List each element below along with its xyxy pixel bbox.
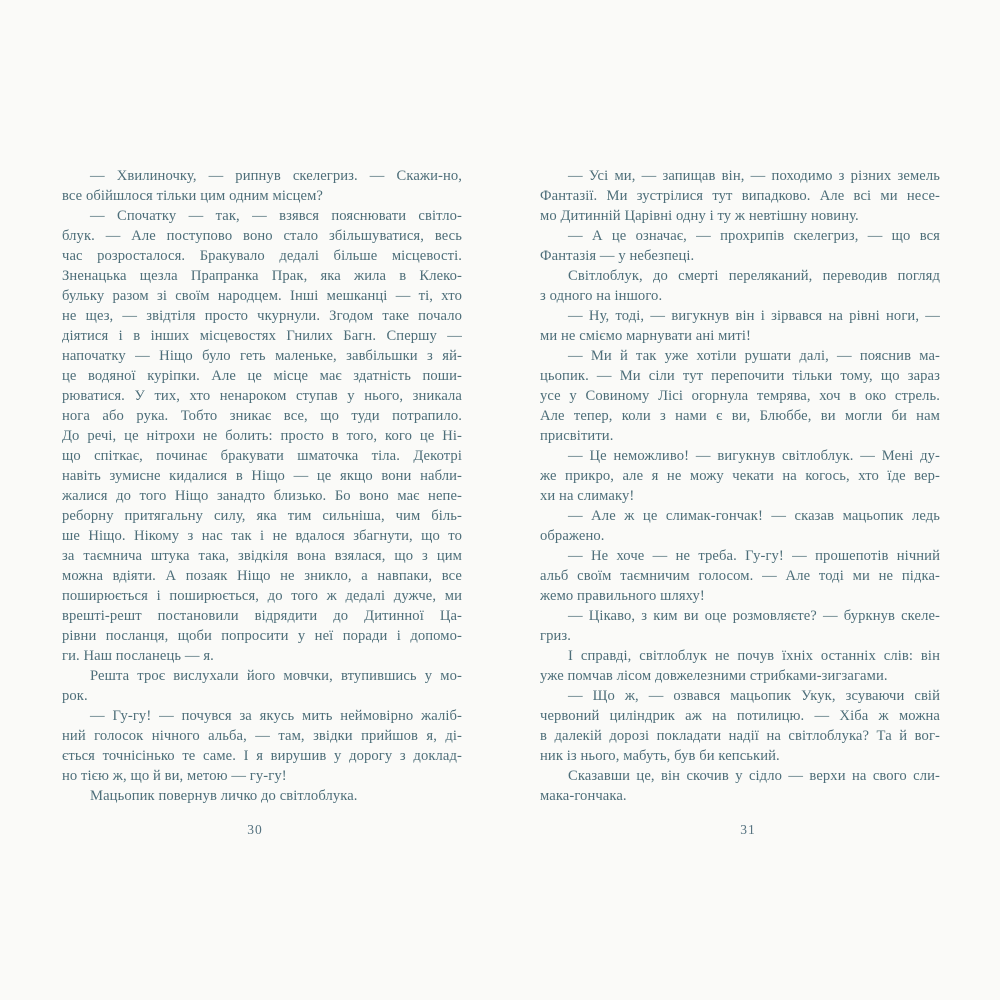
text-line: ний голосок нічного альба, — там, звідки прийшов я, ді- bbox=[62, 728, 462, 744]
text-line: — Що ж, — озвався мацьопик Укук, зсуваючи свій bbox=[568, 688, 940, 704]
text-line: Решта троє вислухали його мовчки, втупившись у мо- bbox=[90, 668, 462, 684]
text-line: же прикро, але я не можу чекати на когось, хто їде вер- bbox=[540, 468, 940, 484]
paragraph bbox=[540, 446, 940, 506]
paragraph bbox=[540, 346, 940, 446]
paragraph bbox=[540, 506, 940, 546]
text-line: хи на слимаку! bbox=[540, 488, 635, 504]
text-line: — Хвилиночку, — рипнув скелегриз. — Скажи-но, bbox=[90, 168, 462, 184]
text-line: — Гу-гу! — почувся за якусь мить неймовірно жаліб- bbox=[90, 708, 462, 724]
text-line: — Але ж це слимак-гончак! — сказав мацьопик ледь bbox=[568, 508, 940, 524]
text-line: присвітити. bbox=[540, 428, 614, 444]
text-line: — Спочатку — так, — взявся пояснювати світло- bbox=[90, 208, 462, 224]
paragraph bbox=[540, 226, 940, 266]
paragraph bbox=[540, 306, 940, 346]
page-number-left: 30 bbox=[247, 822, 263, 837]
text-line: — Ми й так уже хотіли рушати далі, — пояснив ма- bbox=[568, 348, 940, 364]
text-line: но тією ж, що й ви, метою — гу-гу! bbox=[62, 768, 287, 784]
text-line: — Не хоче — не треба. Гу-гу! — прошепотів нічний bbox=[568, 548, 940, 564]
paragraph bbox=[540, 606, 940, 646]
text-line: уже помчав лісом довжелезними стрибками-зигзагами. bbox=[540, 668, 888, 684]
text-line: час розросталося. Бракувало дедалі більше місцевості. bbox=[62, 248, 462, 264]
text-line: рок. bbox=[62, 688, 88, 704]
text-line: поширюється і поширюється, до того ж дедалі дужче, ми bbox=[62, 588, 462, 604]
text-line: гриз. bbox=[540, 628, 572, 644]
text-line: усе у Совиному Лісі огорнула темрява, хоч в око стрель. bbox=[540, 388, 940, 404]
paragraph bbox=[62, 706, 462, 786]
text-line: це водяної куріпки. Але це місце має здатність поши- bbox=[62, 368, 462, 384]
text-line: — Це неможливо! — вигукнув світлоблук. — Мені ду- bbox=[568, 448, 940, 464]
text-line: Зненацька щезла Прапранка Прак, яка жила в Клеко- bbox=[62, 268, 462, 284]
right-page-text bbox=[540, 166, 940, 806]
text-line: рівни посланця, щоби попросити у неї поради і допомо- bbox=[62, 628, 462, 644]
paragraph bbox=[540, 686, 940, 766]
paragraph bbox=[540, 546, 940, 606]
text-line: блук. — Але поступово воно стало збільшуватися, весь bbox=[62, 228, 462, 244]
text-line: все обійшлося тільки цим одним місцем? bbox=[62, 188, 323, 204]
paragraph bbox=[62, 206, 462, 666]
page-number-right: 31 bbox=[740, 822, 756, 837]
text-line: в далекій дорозі покладати надії на світлоблука? Та й вог- bbox=[540, 728, 940, 744]
text-line: що спіткає, починає бракувати шматочка тіла. Декотрі bbox=[62, 448, 462, 464]
paragraph bbox=[62, 666, 462, 706]
paragraph bbox=[540, 646, 940, 686]
text-line: альб своїм таємничим голосом. — Але тоді ми не підка- bbox=[540, 568, 940, 584]
text-line: Мацьопик повернув личко до світлоблука. bbox=[90, 788, 358, 804]
text-line: Сказавши це, він скочив у сідло — верхи на свого сли- bbox=[568, 768, 940, 784]
text-line: жалися до того Ніщо занадто близько. Бо воно має непе- bbox=[62, 488, 462, 504]
text-line: з одного на іншого. bbox=[540, 288, 663, 304]
text-line: врешті-решт постановили відрядити до Дитинної Ца- bbox=[62, 608, 462, 624]
text-line: ги. Наш посланець — я. bbox=[62, 648, 214, 664]
text-line: Фантазія — у небезпеці. bbox=[540, 248, 695, 264]
paragraph bbox=[62, 786, 462, 806]
text-line: — А це означає, — прохрипів скелегриз, — що вся bbox=[568, 228, 940, 244]
text-line: мо Дитинній Царівні одну і ту ж невтішну новину. bbox=[540, 208, 859, 224]
left-page-text bbox=[62, 166, 462, 806]
paragraph bbox=[540, 166, 940, 226]
text-line: — Ну, тоді, — вигукнув він і зірвався на рівні ноги, — bbox=[568, 308, 940, 324]
text-line: можна вдіяти. А позаяк Ніщо не зникло, а навпаки, все bbox=[62, 568, 462, 584]
text-line: червоний циліндрик аж на потилицю. — Хіба ж можна bbox=[540, 708, 940, 724]
text-line: за таємнича штука така, звідкіля вона взялася, що з цим bbox=[62, 548, 462, 564]
text-line: ше Ніщо. Нікому з нас так і не вдалося збагнути, що то bbox=[62, 528, 462, 544]
text-line: Але тепер, коли з нами є ви, Блюббе, ви могли би нам bbox=[540, 408, 940, 424]
text-line: Фантазії. Ми зустрілися тут випадково. Але всі ми несе- bbox=[540, 188, 940, 204]
paragraph bbox=[62, 166, 462, 206]
text-line: ється точнісінько те саме. І я вирушив у дорогу з доклад- bbox=[62, 748, 462, 764]
text-line: І справді, світлоблук не почув їхніх останніх слів: він bbox=[568, 648, 940, 664]
text-line: навіть зумисне кидалися в Ніщо — це якщо вони набли- bbox=[62, 468, 462, 484]
text-line: напочатку — Ніщо було геть маленьке, завбільшки з яй- bbox=[62, 348, 462, 364]
text-line: мака-гончака. bbox=[540, 788, 627, 804]
text-line: цьопик. — Ми сіли тут перепочити тільки тому, що зараз bbox=[540, 368, 940, 384]
text-line: — Цікаво, з ким ви оце розмовляєте? — буркнув скеле- bbox=[568, 608, 940, 624]
text-line: Світлоблук, до смерті переляканий, переводив погляд bbox=[568, 268, 940, 284]
text-line: рюватися. У тих, хто ненароком ступав у нього, зникала bbox=[62, 388, 462, 404]
paragraph bbox=[540, 766, 940, 806]
text-line: До речі, це нітрохи не болить: просто в того, кого це Ні- bbox=[62, 428, 462, 444]
text-line: жемо правильного шляху! bbox=[540, 588, 705, 604]
text-line: бульку разом зі своїм народцем. Інші мешканці — ті, хто bbox=[62, 288, 462, 304]
text-line: — Усі ми, — запищав він, — походимо з різних земель bbox=[568, 168, 940, 184]
text-line: ображено. bbox=[540, 528, 605, 544]
text-line: нога або рука. Тобто зникає все, що туди потрапило. bbox=[62, 408, 462, 424]
text-line: діятися і в інших місцевостях Гнилих Багн. Спершу — bbox=[62, 328, 462, 344]
text-line: не щез, — звідтіля просто чкурнули. Згодом таке почало bbox=[62, 308, 462, 324]
paragraph bbox=[540, 266, 940, 306]
text-line: реборну притягальну силу, яка тим сильніша, чим біль- bbox=[62, 508, 462, 524]
text-line: ник із нього, мабуть, був би кепський. bbox=[540, 748, 780, 764]
text-line: ми не сміємо марнувати ані миті! bbox=[540, 328, 752, 344]
